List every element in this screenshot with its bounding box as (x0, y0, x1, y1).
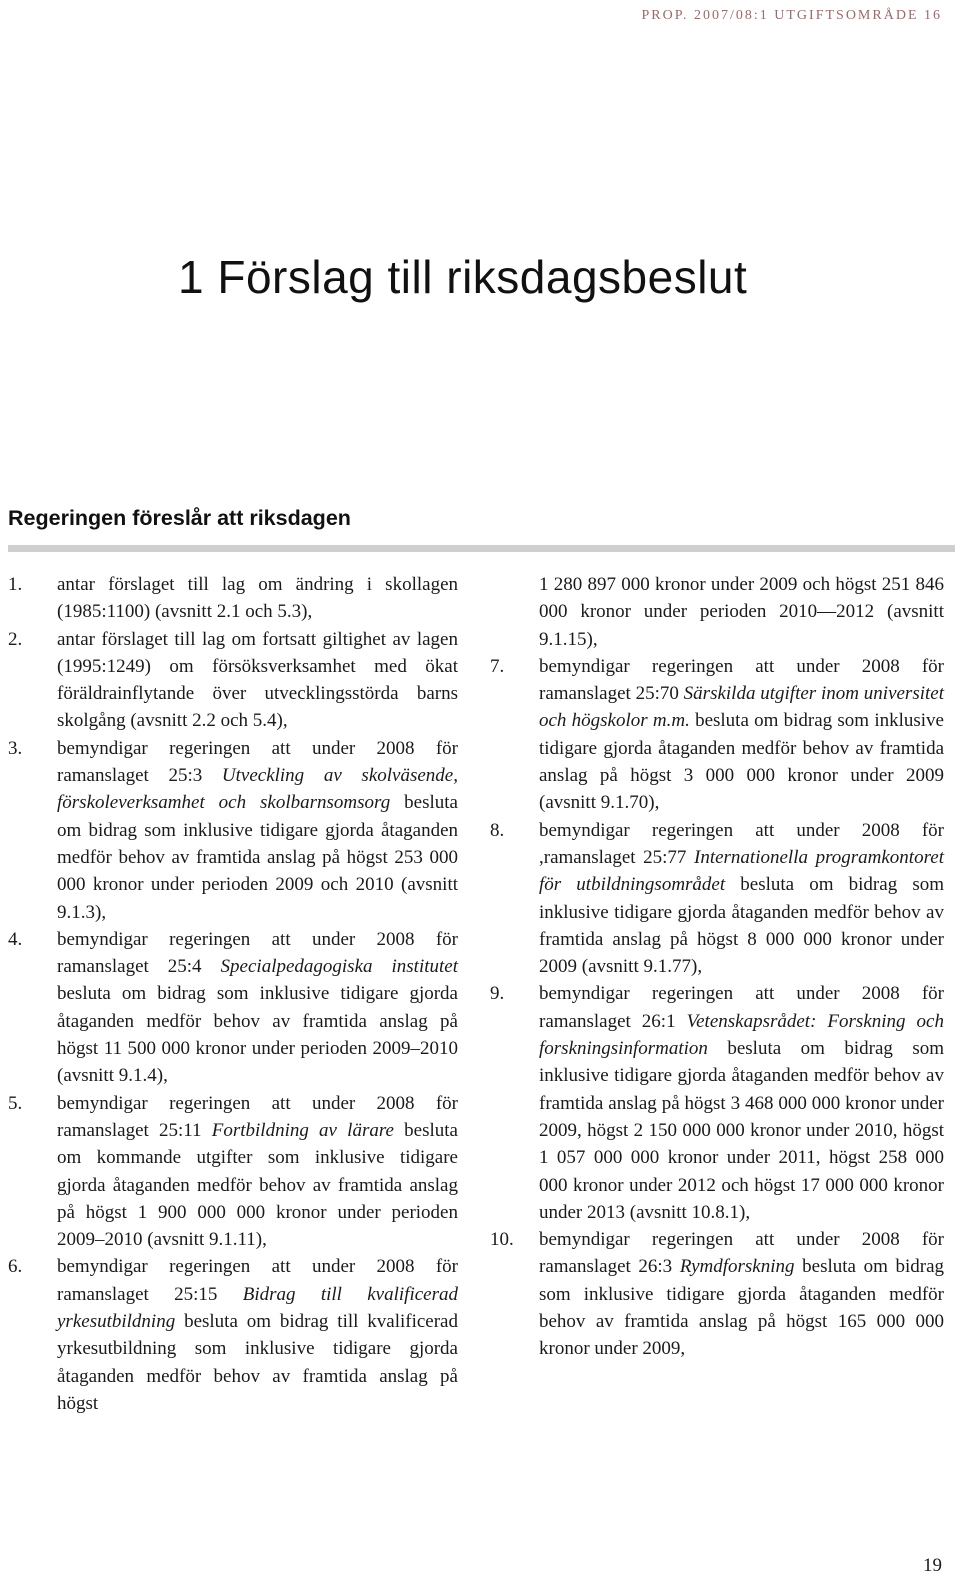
item-number: 9. (490, 983, 505, 1005)
item-text-end: besluta om bidrag till kvalificerad yrkesutbildning som inklusive tidigare gjorda åtaganden medför behov av framtida anslag på högst (57, 1311, 458, 1414)
list-item-6-continued (490, 571, 944, 653)
item-number: 6. (8, 1256, 23, 1278)
item-number: 5. (8, 1092, 23, 1114)
appropriation-title: Särskilda utgifter inom universitet och högskolor m.m. (539, 683, 944, 732)
item-number: 7. (490, 655, 505, 677)
item-text-end: besluta om kommande utgifter som inklusive tidigare gjorda åtaganden medför behov av framtida anslag på högst 1 900 000 000 kronor under perioden 2009–2010 (avsnitt 9.1.11), (57, 1119, 458, 1251)
list-item-2 (8, 626, 458, 735)
appropriation-title: Fortbildning av lärare (211, 1119, 394, 1141)
item-text-end: besluta om bidrag som inklusive tidigare gjorda åtaganden medför behov av framtida anslag på högst 165 000 000 kronor under 2009, (539, 1256, 944, 1360)
item-text-end: besluta om bidrag som inklusive tidigare gjorda åtaganden medför behov av framtida anslag på högst 3 468 000 000 kronor under 2009, högst 2 150 000 000 kronor under 2010, högst 1 057 000 000 kronor under 2011, högst 258 000 000 kronor under 2012 och högst 17 000 000 kronor under 2013 (avsnitt 10.8.1), (539, 1038, 944, 1223)
item-text-end: besluta om bidrag som inklusive tidigare gjorda åtaganden medför behov av framtida anslag på högst 11 500 000 kronor under perioden 2009–2010 (avsnitt 9.1.4), (57, 983, 458, 1087)
item-text-start: bemyndigar regeringen att under 2008 för ramanslaget 26:3 (539, 1229, 944, 1278)
appropriation-title: Internationella programkontoret för utbildningsområdet (539, 846, 944, 896)
item-text-end: besluta om bidrag som inklusive tidigare gjorda åtaganden medför behov av framtida anslag på högst 8 000 000 kronor under 2009 (avsnitt 9.1.77), (539, 874, 945, 978)
list-item-3 (8, 735, 458, 926)
page-number: 19 (923, 1555, 942, 1576)
right-column (490, 571, 944, 1363)
list-item-5 (8, 1090, 458, 1254)
left-column (8, 571, 458, 1417)
section-divider (8, 545, 955, 552)
item-text: 1 280 897 000 kronor under 2009 och högst 251 846 000 kronor under perioden 2010—2012 (avsnitt 9.1.15), (539, 574, 944, 650)
item-text-start: bemyndigar regeringen att under 2008 för ramanslaget 25:4 (57, 928, 458, 978)
item-number: 2. (8, 628, 23, 650)
item-text-end: besluta om bidrag som inklusive tidigare gjorda åtaganden medför behov av framtida anslag på högst 3 000 000 kronor under 2009 (avsnitt 9.1.70), (539, 710, 944, 814)
running-header: PROP. 2007/08:1 UTGIFTSOMRÅDE 16 (641, 8, 942, 23)
list-item-8 (490, 817, 944, 981)
item-number: 4. (8, 928, 23, 950)
item-number: 8. (490, 819, 505, 841)
appropriation-title: Rymdforskning (679, 1256, 795, 1278)
list-item-1 (8, 571, 458, 626)
item-number: 3. (8, 737, 23, 759)
item-text: antar förslaget till lag om fortsatt giltighet av lagen (1995:1249) om försöksverksamhet med ökat föräldrainflytande över utvecklingsstörda barns skolgång (avsnitt 2.2 och 5.4), (57, 628, 458, 732)
chapter-title: 1 Förslag till riksdagsbeslut (178, 251, 748, 303)
list-item-6 (8, 1253, 458, 1417)
item-text-start: bemyndigar regeringen att under 2008 för ramanslaget 26:1 (539, 983, 944, 1032)
appropriation-title: Specialpedagogiska institutet (220, 956, 458, 978)
item-text-end: besluta om bidrag som inklusive tidigare gjorda åtaganden medför behov av framtida anslag på högst 253 000 000 kronor under perioden 2009 och 2010 (avsnitt 9.1.3), (57, 792, 458, 923)
list-item-7 (490, 653, 944, 817)
appropriation-title: Bidrag till kvalificerad yrkesutbildning (57, 1283, 458, 1333)
item-text-start: bemyndigar regeringen att under 2008 för ramanslaget 25:15 (57, 1256, 458, 1305)
item-text: antar förslaget till lag om ändring i skollagen (1985:1100) (avsnitt 2.1 och 5.3), (57, 574, 458, 623)
item-text-start: bemyndigar regeringen att under 2008 för ,ramanslaget 25:77 (539, 819, 944, 868)
item-number: 1. (8, 574, 23, 595)
item-text-start: bemyndigar regeringen att under 2008 för ramanslaget 25:3 (57, 737, 458, 787)
item-text-start: bemyndigar regeringen att under 2008 för ramanslaget 25:11 (57, 1092, 458, 1141)
appropriation-title: Utveckling av skolväsende, förskoleverksamhet och skolbarnsomsorg (57, 765, 458, 814)
item-text-start: bemyndigar regeringen att under 2008 för ramanslaget 25:70 (539, 655, 944, 705)
list-item-9 (490, 980, 944, 1226)
appropriation-title: Vetenskapsrådet: Forskning och forskningsinformation (539, 1010, 944, 1060)
list-item-10 (490, 1226, 944, 1362)
section-heading: Regeringen föreslår att riksdagen (8, 506, 351, 530)
list-item-4 (8, 926, 458, 1090)
item-number: 10. (490, 1229, 514, 1251)
